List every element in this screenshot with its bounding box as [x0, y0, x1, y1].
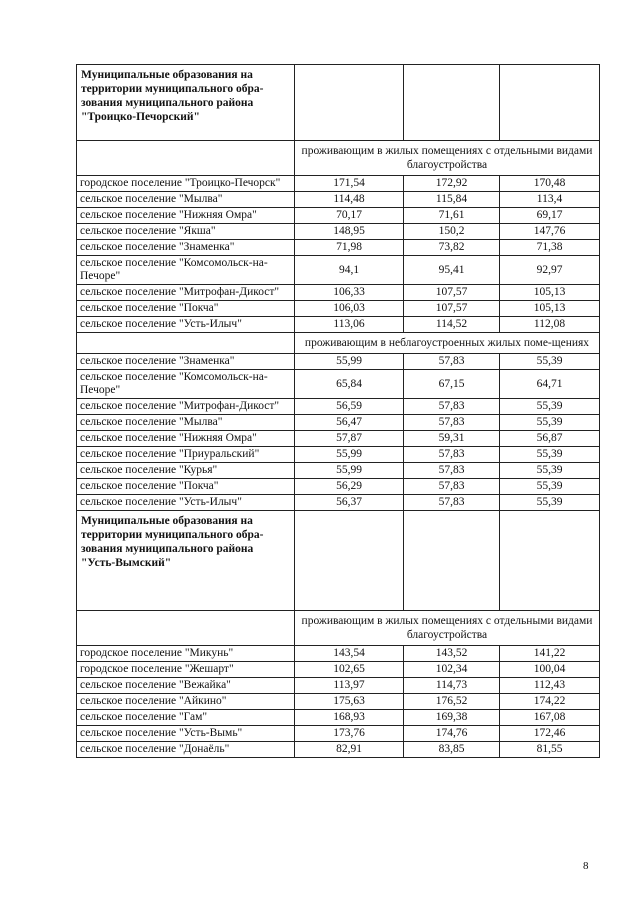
table-row [77, 240, 600, 256]
settlement-name: сельское поселение "Митрофан-Дикост" [77, 399, 295, 415]
table-row [77, 208, 600, 224]
tariff-value: 71,38 [500, 240, 600, 256]
table-row [77, 495, 600, 511]
table-row [77, 646, 600, 662]
tariff-value: 143,52 [404, 646, 500, 662]
table-row [77, 176, 600, 192]
section-heading: Муниципальные образования на территории муниципального обра-зования муниципального района "Троицко-Печорский" [77, 65, 295, 141]
tariff-value: 107,57 [404, 285, 500, 301]
table-row [77, 285, 600, 301]
table-row [77, 678, 600, 694]
tariff-value: 172,46 [500, 726, 600, 742]
group-label: проживающим в жилых помещениях с отдельными видами благоустройства [295, 141, 600, 176]
empty-header-cell [295, 65, 404, 141]
settlement-name: сельское поселение "Приуральский" [77, 447, 295, 463]
settlement-name: сельское поселение "Усть-Вымь" [77, 726, 295, 742]
settlement-name: сельское поселение "Вежайка" [77, 678, 295, 694]
tariff-value: 55,99 [295, 354, 404, 370]
section-heading-row [77, 511, 600, 611]
table-row [77, 742, 600, 758]
tariff-value: 102,65 [295, 662, 404, 678]
tariff-value: 59,31 [404, 431, 500, 447]
table-row [77, 447, 600, 463]
tariff-value: 107,57 [404, 301, 500, 317]
settlement-name: сельское поселение "Усть-Илыч" [77, 317, 295, 333]
group-label-row [77, 141, 600, 176]
tariff-value: 171,54 [295, 176, 404, 192]
group-label-row [77, 611, 600, 646]
tariff-table [76, 64, 600, 758]
tariff-value: 176,52 [404, 694, 500, 710]
page-number: 8 [583, 860, 589, 872]
tariff-value: 55,39 [500, 463, 600, 479]
tariff-value: 170,48 [500, 176, 600, 192]
tariff-value: 175,63 [295, 694, 404, 710]
tariff-value: 71,61 [404, 208, 500, 224]
tariff-value: 69,17 [500, 208, 600, 224]
tariff-value: 55,39 [500, 415, 600, 431]
settlement-name: сельское поселение "Комсомольск-на-Печоре" [77, 256, 295, 285]
tariff-value: 57,83 [404, 354, 500, 370]
empty-name-cell [77, 141, 295, 176]
group-label: проживающим в жилых помещениях с отдельными видами благоустройства [295, 611, 600, 646]
settlement-name: сельское поселение "Донаёль" [77, 742, 295, 758]
table-row [77, 479, 600, 495]
tariff-value: 94,1 [295, 256, 404, 285]
tariff-value: 82,91 [295, 742, 404, 758]
table-row [77, 224, 600, 240]
empty-header-cell [404, 511, 500, 611]
table-row [77, 415, 600, 431]
tariff-value: 56,47 [295, 415, 404, 431]
tariff-value: 56,59 [295, 399, 404, 415]
tariff-value: 73,82 [404, 240, 500, 256]
tariff-value: 167,08 [500, 710, 600, 726]
tariff-value: 55,39 [500, 495, 600, 511]
table-row [77, 726, 600, 742]
table-row [77, 354, 600, 370]
settlement-name: сельское поселение "Мылва" [77, 415, 295, 431]
empty-header-cell [500, 65, 600, 141]
table-row [77, 710, 600, 726]
tariff-value: 168,93 [295, 710, 404, 726]
tariff-value: 169,38 [404, 710, 500, 726]
tariff-value: 56,37 [295, 495, 404, 511]
tariff-value: 70,17 [295, 208, 404, 224]
settlement-name: городское поселение "Троицко-Печорск" [77, 176, 295, 192]
tariff-value: 57,83 [404, 447, 500, 463]
tariff-value: 56,87 [500, 431, 600, 447]
tariff-value: 102,34 [404, 662, 500, 678]
settlement-name: сельское поселение "Комсомольск-на-Печоре" [77, 370, 295, 399]
table-row [77, 431, 600, 447]
tariff-value: 112,08 [500, 317, 600, 333]
tariff-value: 143,54 [295, 646, 404, 662]
tariff-value: 106,03 [295, 301, 404, 317]
empty-header-cell [404, 65, 500, 141]
settlement-name: городское поселение "Микунь" [77, 646, 295, 662]
table-row [77, 694, 600, 710]
tariff-value: 114,73 [404, 678, 500, 694]
tariff-value: 95,41 [404, 256, 500, 285]
tariff-value: 113,97 [295, 678, 404, 694]
tariff-value: 65,84 [295, 370, 404, 399]
tariff-value: 112,43 [500, 678, 600, 694]
tariff-value: 57,83 [404, 415, 500, 431]
tariff-table-body [77, 65, 600, 758]
tariff-value: 55,39 [500, 399, 600, 415]
tariff-value: 105,13 [500, 301, 600, 317]
group-label-row [77, 333, 600, 354]
tariff-value: 173,76 [295, 726, 404, 742]
empty-header-cell [295, 511, 404, 611]
settlement-name: сельское поселение "Мылва" [77, 192, 295, 208]
tariff-value: 113,06 [295, 317, 404, 333]
empty-name-cell [77, 333, 295, 354]
table-row [77, 301, 600, 317]
table-row [77, 463, 600, 479]
tariff-value: 55,39 [500, 479, 600, 495]
tariff-value: 55,99 [295, 463, 404, 479]
tariff-value: 67,15 [404, 370, 500, 399]
tariff-value: 57,83 [404, 463, 500, 479]
empty-header-cell [500, 511, 600, 611]
tariff-value: 147,76 [500, 224, 600, 240]
table-row [77, 399, 600, 415]
tariff-value: 174,76 [404, 726, 500, 742]
table-row [77, 370, 600, 399]
group-label: проживающим в неблагоустроенных жилых поме-щениях [295, 333, 600, 354]
tariff-value: 100,04 [500, 662, 600, 678]
settlement-name: сельское поселение "Знаменка" [77, 354, 295, 370]
tariff-value: 55,39 [500, 354, 600, 370]
tariff-value: 141,22 [500, 646, 600, 662]
tariff-value: 55,99 [295, 447, 404, 463]
table-row [77, 317, 600, 333]
settlement-name: сельское поселение "Знаменка" [77, 240, 295, 256]
settlement-name: городское поселение "Жешарт" [77, 662, 295, 678]
settlement-name: сельское поселение "Айкино" [77, 694, 295, 710]
empty-name-cell [77, 611, 295, 646]
tariff-value: 150,2 [404, 224, 500, 240]
settlement-name: сельское поселение "Нижняя Омра" [77, 431, 295, 447]
section-heading: Муниципальные образования на территории муниципального обра-зования муниципального района "Усть-Вымский" [77, 511, 295, 611]
table-row [77, 662, 600, 678]
settlement-name: сельское поселение "Курья" [77, 463, 295, 479]
tariff-value: 64,71 [500, 370, 600, 399]
tariff-value: 92,97 [500, 256, 600, 285]
tariff-value: 105,13 [500, 285, 600, 301]
tariff-value: 81,55 [500, 742, 600, 758]
tariff-value: 114,52 [404, 317, 500, 333]
tariff-value: 57,83 [404, 495, 500, 511]
tariff-value: 106,33 [295, 285, 404, 301]
tariff-value: 57,87 [295, 431, 404, 447]
tariff-value: 113,4 [500, 192, 600, 208]
tariff-value: 114,48 [295, 192, 404, 208]
settlement-name: сельское поселение "Якша" [77, 224, 295, 240]
table-row [77, 192, 600, 208]
settlement-name: сельское поселение "Гам" [77, 710, 295, 726]
tariff-value: 57,83 [404, 399, 500, 415]
table-row [77, 256, 600, 285]
tariff-value: 56,29 [295, 479, 404, 495]
settlement-name: сельское поселение "Митрофан-Дикост" [77, 285, 295, 301]
settlement-name: сельское поселение "Усть-Илыч" [77, 495, 295, 511]
tariff-value: 71,98 [295, 240, 404, 256]
settlement-name: сельское поселение "Нижняя Омра" [77, 208, 295, 224]
tariff-value: 148,95 [295, 224, 404, 240]
tariff-value: 174,22 [500, 694, 600, 710]
settlement-name: сельское поселение "Покча" [77, 301, 295, 317]
section-heading-row [77, 65, 600, 141]
tariff-value: 57,83 [404, 479, 500, 495]
tariff-value: 55,39 [500, 447, 600, 463]
settlement-name: сельское поселение "Покча" [77, 479, 295, 495]
tariff-value: 83,85 [404, 742, 500, 758]
tariff-value: 115,84 [404, 192, 500, 208]
tariff-value: 172,92 [404, 176, 500, 192]
